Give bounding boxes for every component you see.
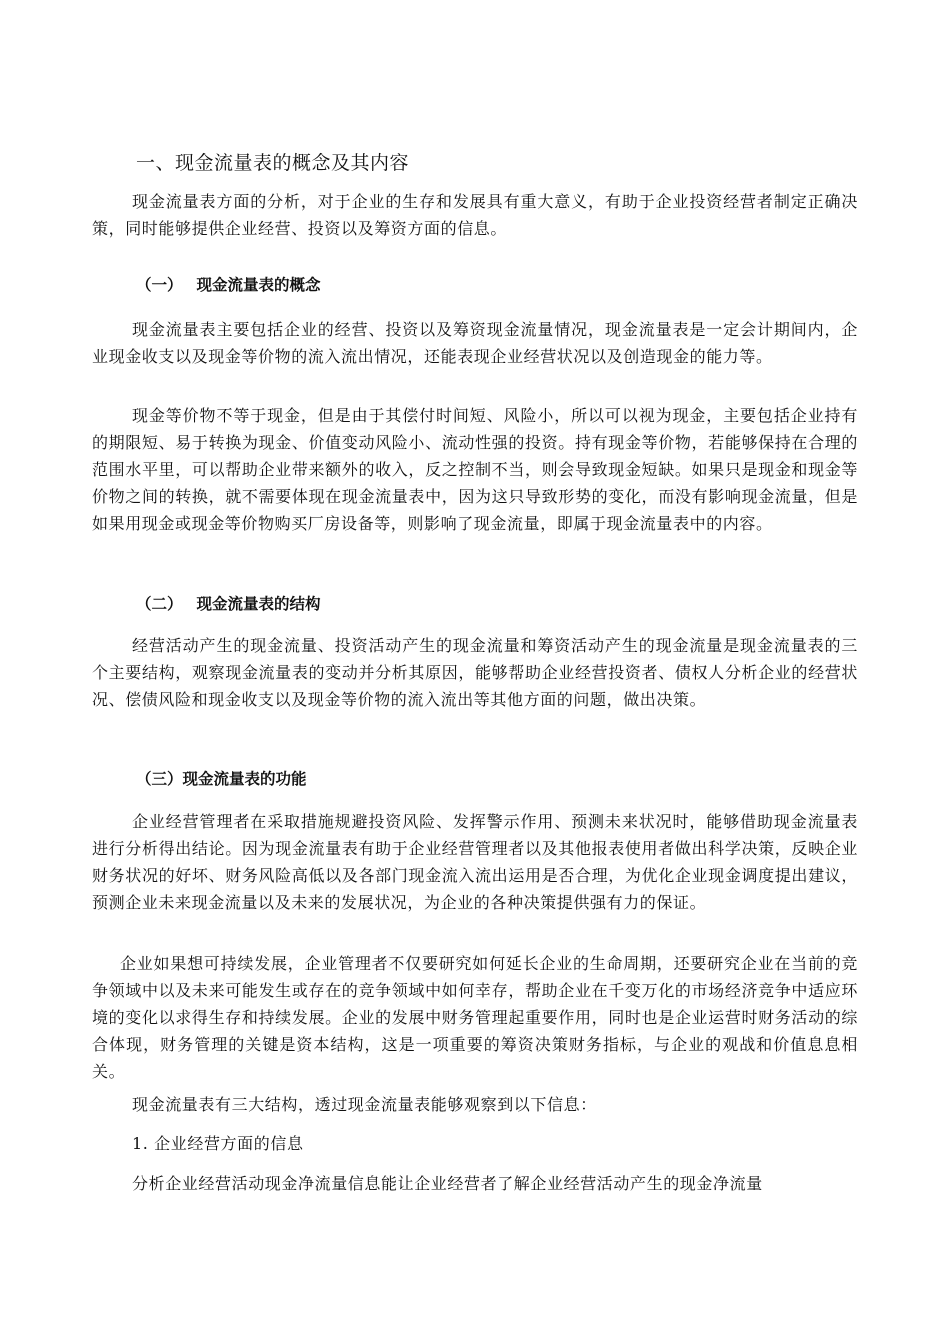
structure-paragraph: 经营活动产生的现金流量、投资活动产生的现金流量和筹资活动产生的现金流量是现金流量表的三个主要结构，观察现金流量表的变动并分析其原因，能够帮助企业经营投资者、债权人分析企业的经营状况、偿债风险和现金收支以及现金等价物的流入流出等其他方面的问题，做出决策。 bbox=[92, 636, 858, 709]
intro-paragraph: 现金流量表方面的分析，对于企业的生存和发展具有重大意义，有助于企业投资经营者制定正确决策，同时能够提供企业经营、投资以及筹资方面的信息。 bbox=[92, 192, 858, 238]
function-paragraph-2: 企业如果想可持续发展，企业管理者不仅要研究如何延长企业的生命周期，还要研究企业在当前的竞争领域中以及未来可能发生或存在的竞争领域中如何幸存，帮助企业在千变万化的市场经济竞争中适应环境的变化以求得生存和持续发展。企业的发展中财务管理起重要作用，同时也是企业运营时财务活动的综合体现，财务管理的关键是资本结构，这是一项重要的筹资决策财务指标，与企业的观战和价值息息相关。 bbox=[92, 954, 858, 1081]
subsection-heading-structure bbox=[136, 592, 321, 614]
subsection-heading-concept bbox=[136, 273, 321, 295]
concept-paragraph-1: 现金流量表主要包括企业的经营、投资以及筹资现金流量情况，现金流量表是一定会计期间内，企业现金收支以及现金等价物的流入流出情况，还能表现企业经营状况以及创造现金的能力等。 bbox=[92, 320, 858, 366]
function-paragraph-3: 现金流量表有三大结构，透过现金流量表能够观察到以下信息： bbox=[132, 1095, 597, 1114]
section-title: 一、现金流量表的概念及其内容 bbox=[136, 152, 410, 174]
subsection-number: （二） bbox=[136, 595, 183, 613]
document-page bbox=[92, 0, 858, 1344]
subsection-title: 现金流量表的结构 bbox=[196, 595, 321, 613]
concept-paragraph-2: 现金等价物不等于现金，但是由于其偿付时间短、风险小，所以可以视为现金，主要包括企业持有的期限短、易于转换为现金、价值变动风险小、流动性强的投资。持有现金等价物，若能够保持在合理的范围水平里，可以帮助企业带来额外的收入，反之控制不当，则会导致现金短缺。如果只是现金和现金等价物之间的转换，就不需要体现在现金流量表中，因为这只导致形势的变化，而没有影响现金流量，但是如果用现金或现金等价物购买厂房设备等，则影响了现金流量，即属于现金流量表中的内容。 bbox=[92, 406, 858, 533]
subsection-number: （一） bbox=[136, 276, 183, 294]
function-paragraph-4: 分析企业经营活动现金净流量信息能让企业经营者了解企业经营活动产生的现金净流量 bbox=[132, 1174, 763, 1193]
function-paragraph-1: 企业经营管理者在采取措施规避投资风险、发挥警示作用、预测未来状况时，能够借助现金流量表进行分析得出结论。因为现金流量表有助于企业经营管理者以及其他报表使用者做出科学决策，反映企业财务状况的好坏、财务风险高低以及各部门现金流入流出运用是否合理，为优化企业现金调度提出建议，预测企业未来现金流量以及未来的发展状况，为企业的各种决策提供强有力的保证。 bbox=[92, 812, 858, 912]
subsection-title: 现金流量表的概念 bbox=[196, 276, 321, 294]
subsection-number: （三） bbox=[136, 770, 183, 788]
subsection-title: 现金流量表的功能 bbox=[182, 770, 307, 788]
subsection-heading-function bbox=[136, 767, 307, 789]
list-item-1: 1. 企业经营方面的信息 bbox=[132, 1134, 304, 1153]
